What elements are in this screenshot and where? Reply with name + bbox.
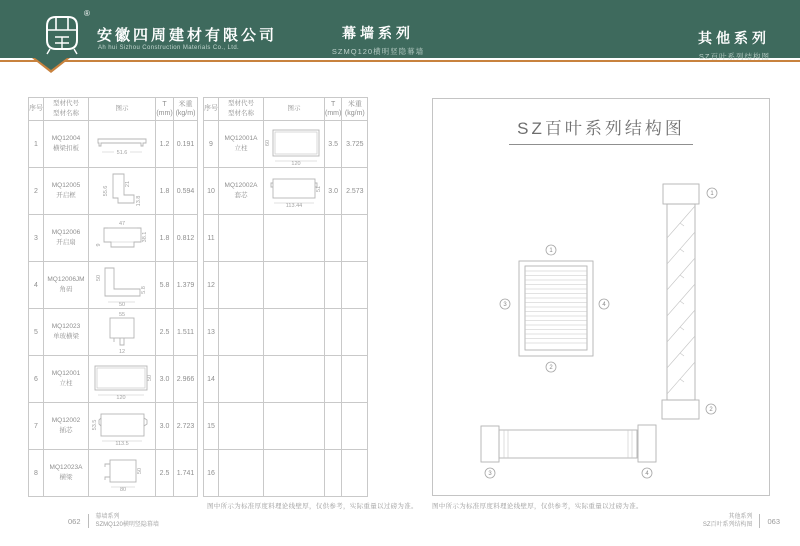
table-row: 6 MQ12001 立柱 120 50 3.0 2.966 <box>29 356 198 403</box>
callout-2 <box>546 362 556 372</box>
company-logo-icon <box>40 11 84 55</box>
table-header-row <box>204 98 368 121</box>
profile-diagram <box>89 356 156 403</box>
svg-text:12: 12 <box>118 349 126 354</box>
header-notch <box>35 58 67 70</box>
table-row: 9 MQ12001A 立柱 120 60 3.5 3.725 <box>204 121 368 168</box>
header-center-block <box>288 23 468 57</box>
page-number-left: 062 <box>68 516 81 526</box>
callout-3 <box>500 299 510 309</box>
svg-text:50: 50 <box>96 274 102 282</box>
col-thickness: T (mm) <box>156 98 174 121</box>
svg-text:51: 51 <box>316 185 322 193</box>
callout-4 <box>599 299 609 309</box>
table-row: 7 MQ12002 插芯 113.5 53.5 3.0 2.723 <box>29 403 198 450</box>
table-row: 2 MQ12005 开启框 55.6 21 13.8 1.8 0.594 <box>29 168 198 215</box>
header-accent-line <box>0 60 800 62</box>
profile-diagram <box>89 215 156 262</box>
footer-right <box>703 513 780 529</box>
footer-series-left: 幕墙系列 <box>95 514 120 520</box>
profile-table-right <box>203 97 368 497</box>
profile-diagram <box>89 121 156 168</box>
table-row: 4 MQ12006JM 角码 50 5.8 50 5.8 1.379 <box>29 262 198 309</box>
company-name-en: Ah hui Sizhou Construction Materials Co., Ltd. <box>98 45 240 51</box>
profile-diagram <box>89 403 156 450</box>
svg-text:120: 120 <box>116 395 126 401</box>
svg-text:55.6: 55.6 <box>103 185 109 197</box>
svg-text:50: 50 <box>137 467 143 475</box>
other-series-title: 其他系列 <box>698 30 770 46</box>
col-diagram: 图示 <box>89 98 156 121</box>
col-code: 型材代号 型材名称 <box>219 98 264 121</box>
svg-text:21: 21 <box>125 180 131 188</box>
disclaimer-note-left: 图中所示为标准厚度料理论线壁厚，仅供参考，实际重量以过磅为准。 <box>207 503 418 510</box>
svg-text:38.1: 38.1 <box>142 231 148 243</box>
profile-diagram <box>89 309 156 356</box>
svg-text:9: 9 <box>96 243 102 247</box>
profile-diagram <box>89 262 156 309</box>
table-row: 11 <box>204 215 368 262</box>
footer-series-right: 其他系列 <box>728 514 753 520</box>
svg-text:80: 80 <box>119 487 127 493</box>
col-seq: 序号 <box>204 98 219 121</box>
svg-text:4: 4 <box>602 302 606 309</box>
svg-text:113.5: 113.5 <box>115 441 129 447</box>
table-row: 3 MQ12006 开启扇 47 38.1 9 1.8 0.812 <box>29 215 198 262</box>
svg-text:113.44: 113.44 <box>285 203 303 209</box>
series-subtitle: SZMQ120横明竖隐幕墙 <box>331 47 425 56</box>
col-thickness: T (mm) <box>325 98 342 121</box>
profile-diagram <box>89 450 156 497</box>
table-row: 16 <box>204 450 368 497</box>
table-row: 15 <box>204 403 368 450</box>
series-title: 幕墙系列 <box>342 25 414 41</box>
svg-text:50: 50 <box>147 374 153 382</box>
svg-text:2: 2 <box>709 407 713 414</box>
header-right-block <box>698 28 770 62</box>
footer-divider <box>759 514 760 528</box>
table-row: 14 <box>204 356 368 403</box>
table-row: 5 MQ12023 单玻横梁 55 12 2.5 1.511 <box>29 309 198 356</box>
profile-table-left <box>28 97 198 497</box>
svg-text:50: 50 <box>118 302 126 307</box>
other-series-subtitle: SZ百叶系列结构图 <box>698 52 770 61</box>
svg-text:55: 55 <box>118 312 126 318</box>
callout-3-tube <box>485 468 495 478</box>
svg-text:3: 3 <box>503 302 507 309</box>
profile-diagram <box>264 168 325 215</box>
svg-text:47: 47 <box>118 221 126 227</box>
callout-1 <box>546 245 556 255</box>
registered-trademark: ® <box>84 9 90 18</box>
svg-text:60: 60 <box>265 139 271 147</box>
company-name: 安徽四周建材有限公司 <box>97 27 278 44</box>
footer-sub-right: SZ百叶系列结构图 <box>702 522 753 529</box>
svg-text:120: 120 <box>291 161 301 166</box>
footer-sub-left: SZMQ120横明竖隐幕墙 <box>95 522 159 529</box>
panel-title: SZ百叶系列结构图 <box>509 114 693 145</box>
svg-text:5.8: 5.8 <box>141 286 147 294</box>
table-row: 13 <box>204 309 368 356</box>
callout-1-side <box>707 188 717 198</box>
col-weight: 米重 (kg/m) <box>174 98 198 121</box>
louver-structure-drawing <box>433 99 769 495</box>
svg-text:13.8: 13.8 <box>136 195 142 207</box>
table-row: 10 MQ12002A 套芯 113.44 51 3.0 2.573 <box>204 168 368 215</box>
col-seq: 序号 <box>29 98 44 121</box>
table-row: 8 MQ12023A 横梁 80 50 2.5 1.741 <box>29 450 198 497</box>
col-weight: 米重 (kg/m) <box>342 98 368 121</box>
table-row: 1 MQ12004 横梁扣板 51.6 1.2 0.191 <box>29 121 198 168</box>
svg-text:1: 1 <box>710 191 714 198</box>
callout-2-side <box>706 404 716 414</box>
svg-text:53.5: 53.5 <box>92 419 98 431</box>
col-diagram: 图示 <box>264 98 325 121</box>
profile-diagram <box>264 121 325 168</box>
table-header-row <box>29 98 198 121</box>
svg-text:51.6: 51.6 <box>116 150 128 156</box>
callout-4-tube <box>642 468 652 478</box>
svg-text:1: 1 <box>549 248 553 255</box>
profile-tables <box>28 97 368 497</box>
svg-text:2: 2 <box>549 365 553 372</box>
table-row: 12 <box>204 262 368 309</box>
profile-diagram <box>89 168 156 215</box>
svg-text:3: 3 <box>488 471 492 478</box>
footer-divider <box>88 514 89 528</box>
col-code: 型材代号 型材名称 <box>44 98 89 121</box>
disclaimer-note-right: 图中所示为标准厚度料理论线壁厚，仅供参考，实际重量以过磅为准。 <box>432 503 643 510</box>
structure-diagram-panel <box>432 98 770 496</box>
svg-text:4: 4 <box>645 471 649 478</box>
footer-left <box>68 513 159 529</box>
page-number-right: 063 <box>767 516 780 526</box>
